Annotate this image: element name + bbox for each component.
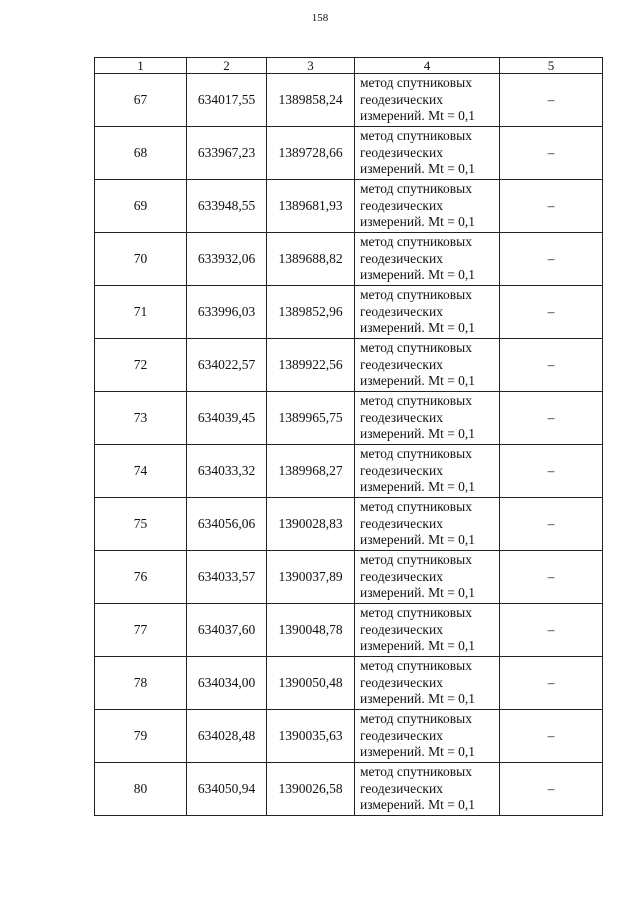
header-col-1: 1 [95,58,187,74]
method-line: метод спутниковых [360,499,472,515]
method-line: метод спутниковых [360,658,472,674]
method-line: геодезических [360,303,443,319]
table-body [95,74,603,816]
method-line: метод спутниковых [360,446,472,462]
point-number-cell: 71 [95,286,187,339]
method-cell [355,445,500,498]
y-coordinate-cell: 1390048,78 [267,604,355,657]
method-line: метод спутниковых [360,181,472,197]
method-line: измерений. Mt = 0,1 [360,426,476,442]
point-number-cell: 78 [95,657,187,710]
table-row [95,498,603,551]
method-cell [355,74,500,127]
table-row [95,286,603,339]
y-coordinate-cell: 1390037,89 [267,551,355,604]
table-row [95,74,603,127]
note-cell: – [500,127,603,180]
method-line: метод спутниковых [360,393,472,409]
method-line: метод спутниковых [360,340,472,356]
method-line: геодезических [360,91,443,107]
method-cell [355,286,500,339]
method-line: геодезических [360,674,443,690]
method-line: метод спутниковых [360,128,472,144]
note-cell: – [500,445,603,498]
table-row [95,657,603,710]
table-row [95,233,603,286]
table-row [95,445,603,498]
y-coordinate-cell: 1389688,82 [267,233,355,286]
note-cell: – [500,74,603,127]
method-line: метод спутниковых [360,711,472,727]
method-line: геодезических [360,568,443,584]
x-coordinate-cell: 633948,55 [187,180,267,233]
x-coordinate-cell: 633996,03 [187,286,267,339]
y-coordinate-cell: 1389728,66 [267,127,355,180]
method-line: геодезических [360,197,443,213]
method-line: геодезических [360,727,443,743]
method-line: измерений. Mt = 0,1 [360,797,476,813]
x-coordinate-cell: 634056,06 [187,498,267,551]
method-line: измерений. Mt = 0,1 [360,744,476,760]
point-number-cell: 68 [95,127,187,180]
x-coordinate-cell: 634050,94 [187,763,267,816]
method-line: геодезических [360,356,443,372]
method-cell [355,339,500,392]
method-line: геодезических [360,409,443,425]
method-cell [355,604,500,657]
method-line: метод спутниковых [360,552,472,568]
note-cell: – [500,180,603,233]
method-line: метод спутниковых [360,764,472,780]
note-cell: – [500,604,603,657]
header-col-2: 2 [187,58,267,74]
point-number-cell: 69 [95,180,187,233]
method-line: измерений. Mt = 0,1 [360,532,476,548]
page-number: 158 [311,12,329,24]
coordinates-table [94,57,603,816]
point-number-cell: 74 [95,445,187,498]
method-line: измерений. Mt = 0,1 [360,320,476,336]
y-coordinate-cell: 1389858,24 [267,74,355,127]
method-cell [355,180,500,233]
method-cell [355,233,500,286]
note-cell: – [500,710,603,763]
header-row [95,58,603,74]
method-cell [355,127,500,180]
method-line: измерений. Mt = 0,1 [360,108,476,124]
method-line: метод спутниковых [360,287,472,303]
note-cell: – [500,498,603,551]
method-line: геодезических [360,462,443,478]
point-number-cell: 80 [95,763,187,816]
method-line: метод спутниковых [360,234,472,250]
method-line: измерений. Mt = 0,1 [360,161,476,177]
method-line: измерений. Mt = 0,1 [360,214,476,230]
point-number-cell: 67 [95,74,187,127]
table-row [95,392,603,445]
method-line: измерений. Mt = 0,1 [360,267,476,283]
method-line: геодезических [360,144,443,160]
y-coordinate-cell: 1389922,56 [267,339,355,392]
point-number-cell: 79 [95,710,187,763]
x-coordinate-cell: 634039,45 [187,392,267,445]
point-number-cell: 75 [95,498,187,551]
table-row [95,339,603,392]
y-coordinate-cell: 1389681,93 [267,180,355,233]
method-cell [355,498,500,551]
y-coordinate-cell: 1390050,48 [267,657,355,710]
method-line: измерений. Mt = 0,1 [360,691,476,707]
method-line: геодезических [360,780,443,796]
table-row [95,551,603,604]
method-line: геодезических [360,621,443,637]
method-line: измерений. Mt = 0,1 [360,373,476,389]
method-line: геодезических [360,250,443,266]
note-cell: – [500,657,603,710]
note-cell: – [500,392,603,445]
y-coordinate-cell: 1390035,63 [267,710,355,763]
x-coordinate-cell: 634033,32 [187,445,267,498]
x-coordinate-cell: 634033,57 [187,551,267,604]
x-coordinate-cell: 634034,00 [187,657,267,710]
y-coordinate-cell: 1390028,83 [267,498,355,551]
note-cell: – [500,763,603,816]
method-line: измерений. Mt = 0,1 [360,479,476,495]
x-coordinate-cell: 634022,57 [187,339,267,392]
y-coordinate-cell: 1389968,27 [267,445,355,498]
method-cell [355,392,500,445]
table-row [95,180,603,233]
method-line: измерений. Mt = 0,1 [360,585,476,601]
x-coordinate-cell: 633967,23 [187,127,267,180]
table-row [95,710,603,763]
note-cell: – [500,339,603,392]
method-cell [355,710,500,763]
header-col-3: 3 [267,58,355,74]
point-number-cell: 72 [95,339,187,392]
note-cell: – [500,233,603,286]
table-row [95,127,603,180]
method-line: метод спутниковых [360,75,472,91]
note-cell: – [500,286,603,339]
point-number-cell: 73 [95,392,187,445]
method-cell [355,763,500,816]
y-coordinate-cell: 1390026,58 [267,763,355,816]
point-number-cell: 76 [95,551,187,604]
table-row [95,763,603,816]
point-number-cell: 70 [95,233,187,286]
table-row [95,604,603,657]
point-number-cell: 77 [95,604,187,657]
method-line: геодезических [360,515,443,531]
x-coordinate-cell: 634017,55 [187,74,267,127]
x-coordinate-cell: 633932,06 [187,233,267,286]
method-line: измерений. Mt = 0,1 [360,638,476,654]
x-coordinate-cell: 634037,60 [187,604,267,657]
method-cell [355,551,500,604]
method-line: метод спутниковых [360,605,472,621]
method-cell [355,657,500,710]
y-coordinate-cell: 1389965,75 [267,392,355,445]
note-cell: – [500,551,603,604]
table-header [95,58,603,74]
x-coordinate-cell: 634028,48 [187,710,267,763]
y-coordinate-cell: 1389852,96 [267,286,355,339]
header-col-4: 4 [355,58,500,74]
header-col-5: 5 [500,58,603,74]
